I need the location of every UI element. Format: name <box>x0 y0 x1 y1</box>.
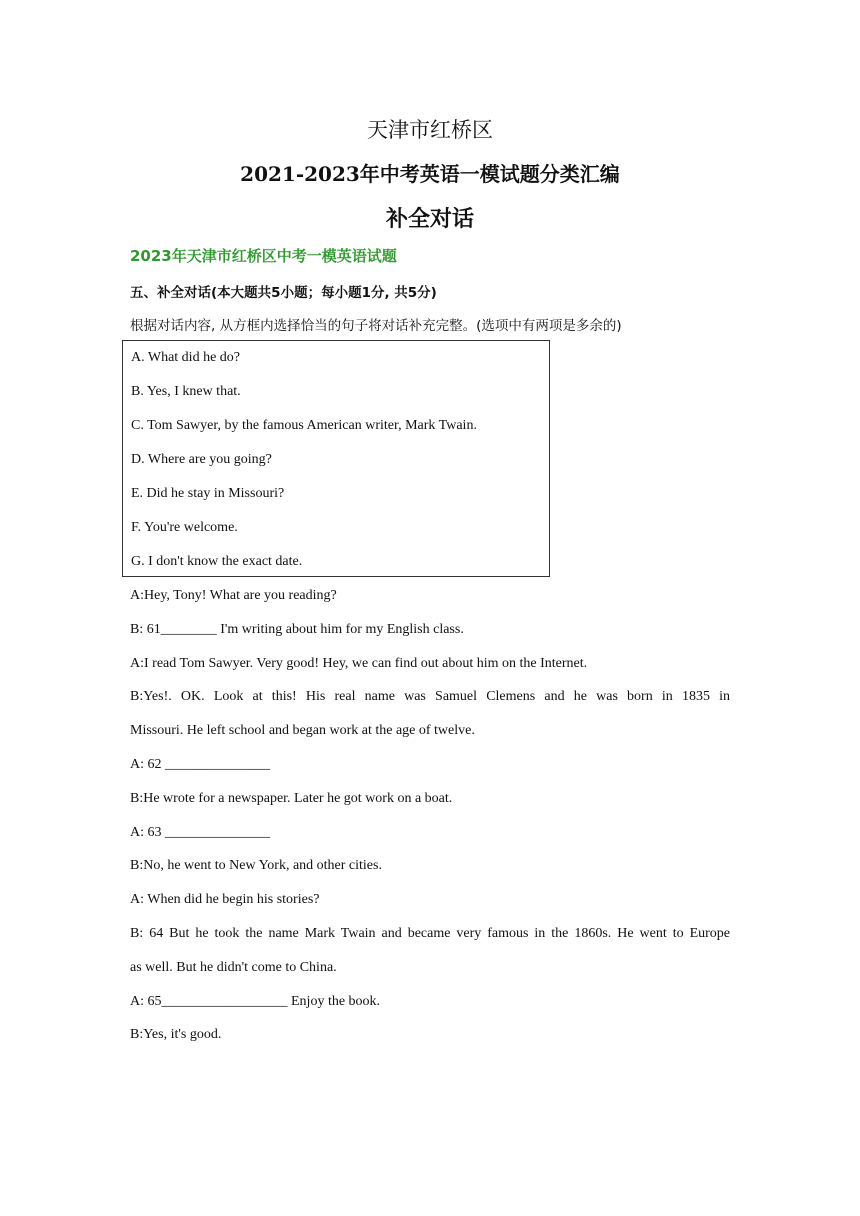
option-d: D. Where are you going? <box>131 452 272 467</box>
dialogue-line: A: 62 _______________ <box>130 757 270 772</box>
exam-section-title: 2023年天津市红桥区中考一模英语试题 <box>130 247 397 265</box>
instruction-text: 根据对话内容, 从方框内选择恰当的句子将对话补充完整。(选项中有两项是多余的) <box>130 318 622 334</box>
dialogue-line: Missouri. He left school and began work at the age of twelve. <box>130 723 475 738</box>
dialogue-line: as well. But he didn't come to China. <box>130 960 337 975</box>
dialogue-line: B:No, he went to New York, and other cities. <box>130 858 382 873</box>
dialogue-line: B: 61________ I'm writing about him for my English class. <box>130 622 464 637</box>
dialogue-line: A: When did he begin his stories? <box>130 892 320 907</box>
part-heading: 五、补全对话(本大题共5小题；每小题1分, 共5分) <box>130 285 437 301</box>
region-title: 天津市红桥区 <box>367 118 493 142</box>
dialogue-line: B:Yes!. OK. Look at this! His real name was Samuel Clemens and he was born in 1835 in <box>130 689 730 704</box>
dialogue-line: A:Hey, Tony! What are you reading? <box>130 588 337 603</box>
dialogue-line: B: 64 But he took the name Mark Twain and became very famous in the 1860s. He went to Europe <box>130 926 730 941</box>
dialogue-line: A: 63 _______________ <box>130 825 270 840</box>
document-title: 2021-2023年中考英语一模试题分类汇编 <box>240 162 620 186</box>
topic-title: 补全对话 <box>385 206 474 232</box>
option-e: E. Did he stay in Missouri? <box>131 486 285 501</box>
option-c: C. Tom Sawyer, by the famous American writer, Mark Twain. <box>131 418 477 433</box>
dialogue-line: B:He wrote for a newspaper. Later he got work on a boat. <box>130 791 453 806</box>
dialogue-line: A: 65__________________ Enjoy the book. <box>130 994 381 1009</box>
dialogue-line: B:Yes, it's good. <box>130 1027 222 1042</box>
dialogue-line: A:I read Tom Sawyer. Very good! Hey, we can find out about him on the Internet. <box>130 656 588 671</box>
option-b: B. Yes, I knew that. <box>131 384 241 399</box>
option-f: F. You're welcome. <box>131 520 238 535</box>
option-g: G. I don't know the exact date. <box>131 554 303 569</box>
options-box <box>122 340 550 577</box>
option-a: A. What did he do? <box>131 350 240 365</box>
